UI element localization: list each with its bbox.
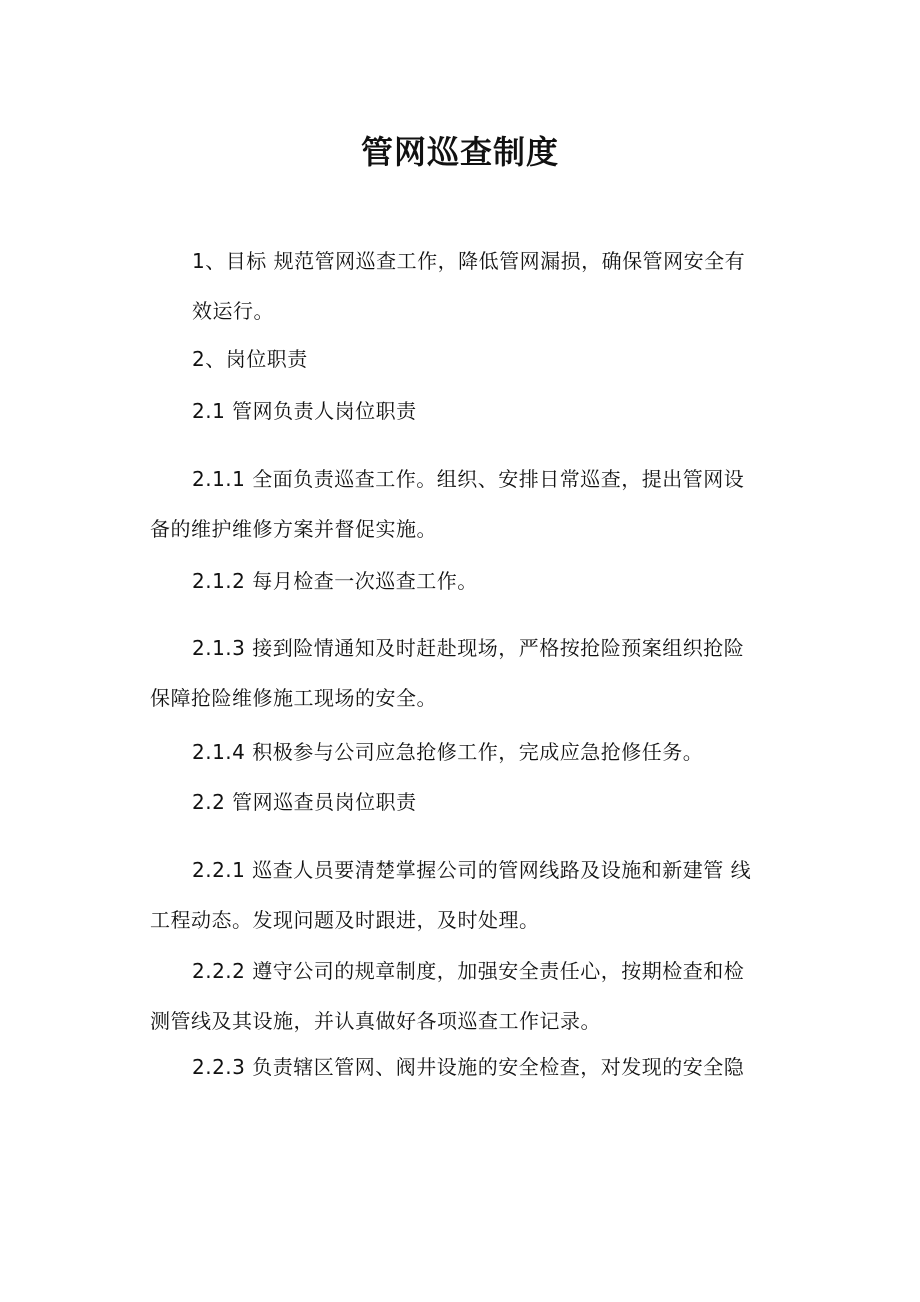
paragraph-line: 2.2 管网巡查员岗位职责 (192, 790, 417, 814)
paragraph-line: 测管线及其设施，并认真做好各项巡查工作记录。 (150, 1009, 601, 1033)
section-heading-duties (150, 334, 780, 384)
clause-2-1-1 (150, 454, 780, 554)
paragraph-goal (150, 236, 780, 336)
paragraph-line: 保障抢险维修施工现场的安全。 (150, 686, 437, 710)
clause-2-2-2 (150, 946, 780, 1046)
paragraph-line: 2.1.1 全面负责巡查工作。组织、安排日常巡查，提出管网设 (192, 467, 745, 491)
subsection-heading-2-1 (150, 386, 780, 436)
paragraph-line: 备的维护维修方案并督促实施。 (150, 517, 437, 541)
page-title: 管网巡查制度 (360, 133, 559, 171)
paragraph-line: 1、目标 规范管网巡查工作，降低管网漏损，确保管网安全有 (192, 249, 746, 273)
paragraph-line: 2.2.2 遵守公司的规章制度，加强安全责任心，按期检查和检 (192, 959, 745, 983)
paragraph-line: 2.1.2 每月检查一次巡查工作。 (192, 569, 478, 593)
paragraph-line: 工程动态。发现问题及时跟进，及时处理。 (150, 908, 540, 932)
clause-2-2-3 (150, 1042, 780, 1092)
clause-2-1-4 (150, 727, 780, 777)
paragraph-line: 2.2.1 巡查人员要清楚掌握公司的管网线路及设施和新建管 线 (192, 858, 752, 882)
paragraph-line: 效运行。 (192, 299, 274, 323)
paragraph-line: 2.1.4 积极参与公司应急抢修工作，完成应急抢修任务。 (192, 740, 704, 764)
paragraph-line: 2、岗位职责 (192, 347, 308, 371)
clause-2-1-2 (150, 556, 780, 606)
clause-2-2-1 (150, 845, 780, 945)
paragraph-line: 2.2.3 负责辖区管网、阀井设施的安全检查，对发现的安全隐 (192, 1055, 745, 1079)
clause-2-1-3 (150, 623, 780, 723)
paragraph-line: 2.1 管网负责人岗位职责 (192, 399, 417, 423)
paragraph-line: 2.1.3 接到险情通知及时赶赴现场，严格按抢险预案组织抢险 (192, 636, 745, 660)
subsection-heading-2-2 (150, 777, 780, 827)
